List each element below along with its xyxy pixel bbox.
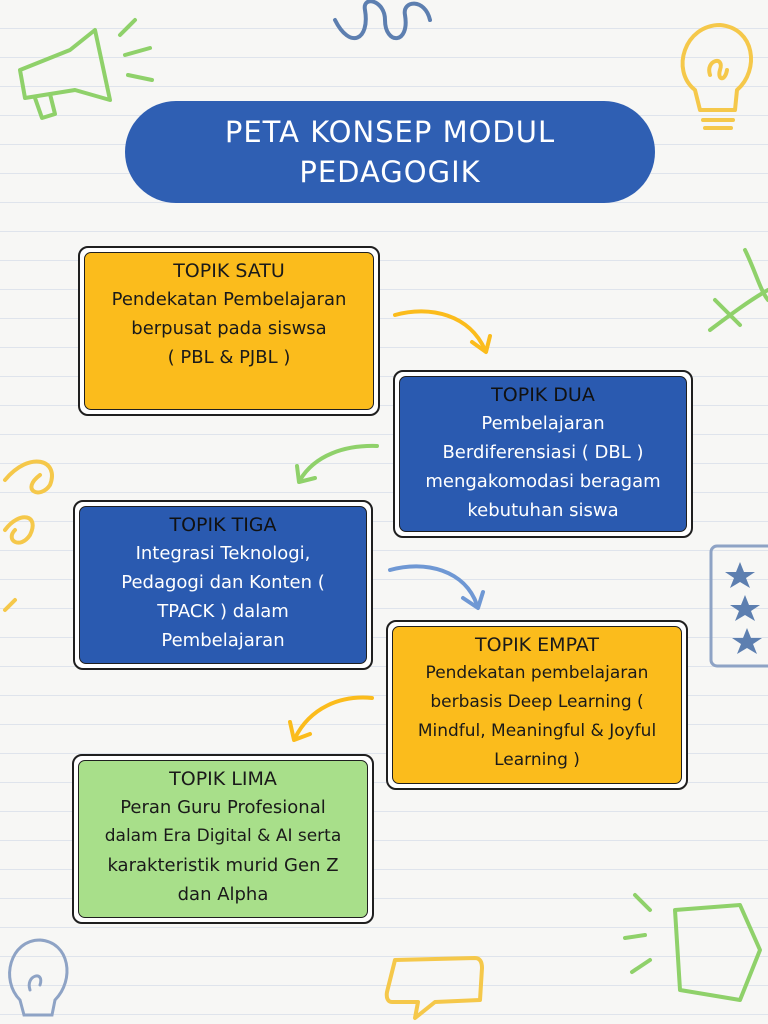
lightbulb-icon [665,10,768,135]
topic-title: TOPIK EMPAT [475,634,599,656]
topic-line: Pembelajaran [481,413,605,434]
topic-card-2-body [399,376,687,532]
topic-line: Learning ) [494,750,580,770]
arrow-2-to-3 [285,440,385,490]
topic-card-1-body [84,252,374,410]
topic-line: Berdiferensiasi ( DBL ) [442,442,644,463]
topic-card-4-body [392,626,682,784]
title-line-1: PETA KONSEP MODUL [224,115,556,149]
topic-card-5-body [78,760,368,918]
topic-card-4 [386,620,688,790]
swirl-icon [0,440,80,630]
topic-title: TOPIK LIMA [169,768,277,790]
scribble-icon [330,0,440,55]
topic-line: Pembelajaran [161,630,285,651]
topic-line: dalam Era Digital & AI serta [104,826,342,846]
topic-card-5 [72,754,374,924]
topic-title: TOPIK SATU [173,260,285,282]
topic-line: dan Alpha [177,884,269,905]
leaf-icon [700,240,768,350]
topic-line: mengakomodasi beragam [425,471,661,492]
topic-line: Mindful, Meaningful & Joyful [417,721,657,741]
topic-line: berbasis Deep Learning ( [430,692,644,712]
arrow-1-to-2 [390,300,500,360]
topic-line: berpusat pada siswsa [131,318,327,339]
arrow-4-to-5 [280,690,380,750]
topic-line: ( PBL & PJBL ) [167,347,291,368]
topic-line: Peran Guru Profesional [120,797,326,818]
megaphone-icon-bottom [620,890,768,1024]
lightbulb-icon-bottom [0,930,80,1024]
topic-line: TPACK ) dalam [157,601,289,622]
topic-line: kebutuhan siswa [467,500,619,521]
topic-title: TOPIK TIGA [169,514,277,536]
topic-card-3-body [79,506,367,664]
speech-bubble-icon [380,950,490,1024]
topic-title: TOPIK DUA [491,384,595,406]
topic-line: Integrasi Teknologi, [135,543,311,564]
title-line-2: PEDAGOGIK [299,155,481,189]
topic-line: karakteristik murid Gen Z [107,855,339,876]
topic-card-3 [73,500,373,670]
topic-line: Pendekatan Pembelajaran [111,289,347,310]
topic-card-2 [393,370,693,538]
topic-card-1 [78,246,380,416]
topic-line: Pendekatan pembelajaran [425,663,649,683]
page-title [125,101,655,203]
topic-line: Pedagogi dan Konten ( [121,572,325,593]
arrow-3-to-4 [385,560,495,620]
star-rating-icon [705,540,768,675]
